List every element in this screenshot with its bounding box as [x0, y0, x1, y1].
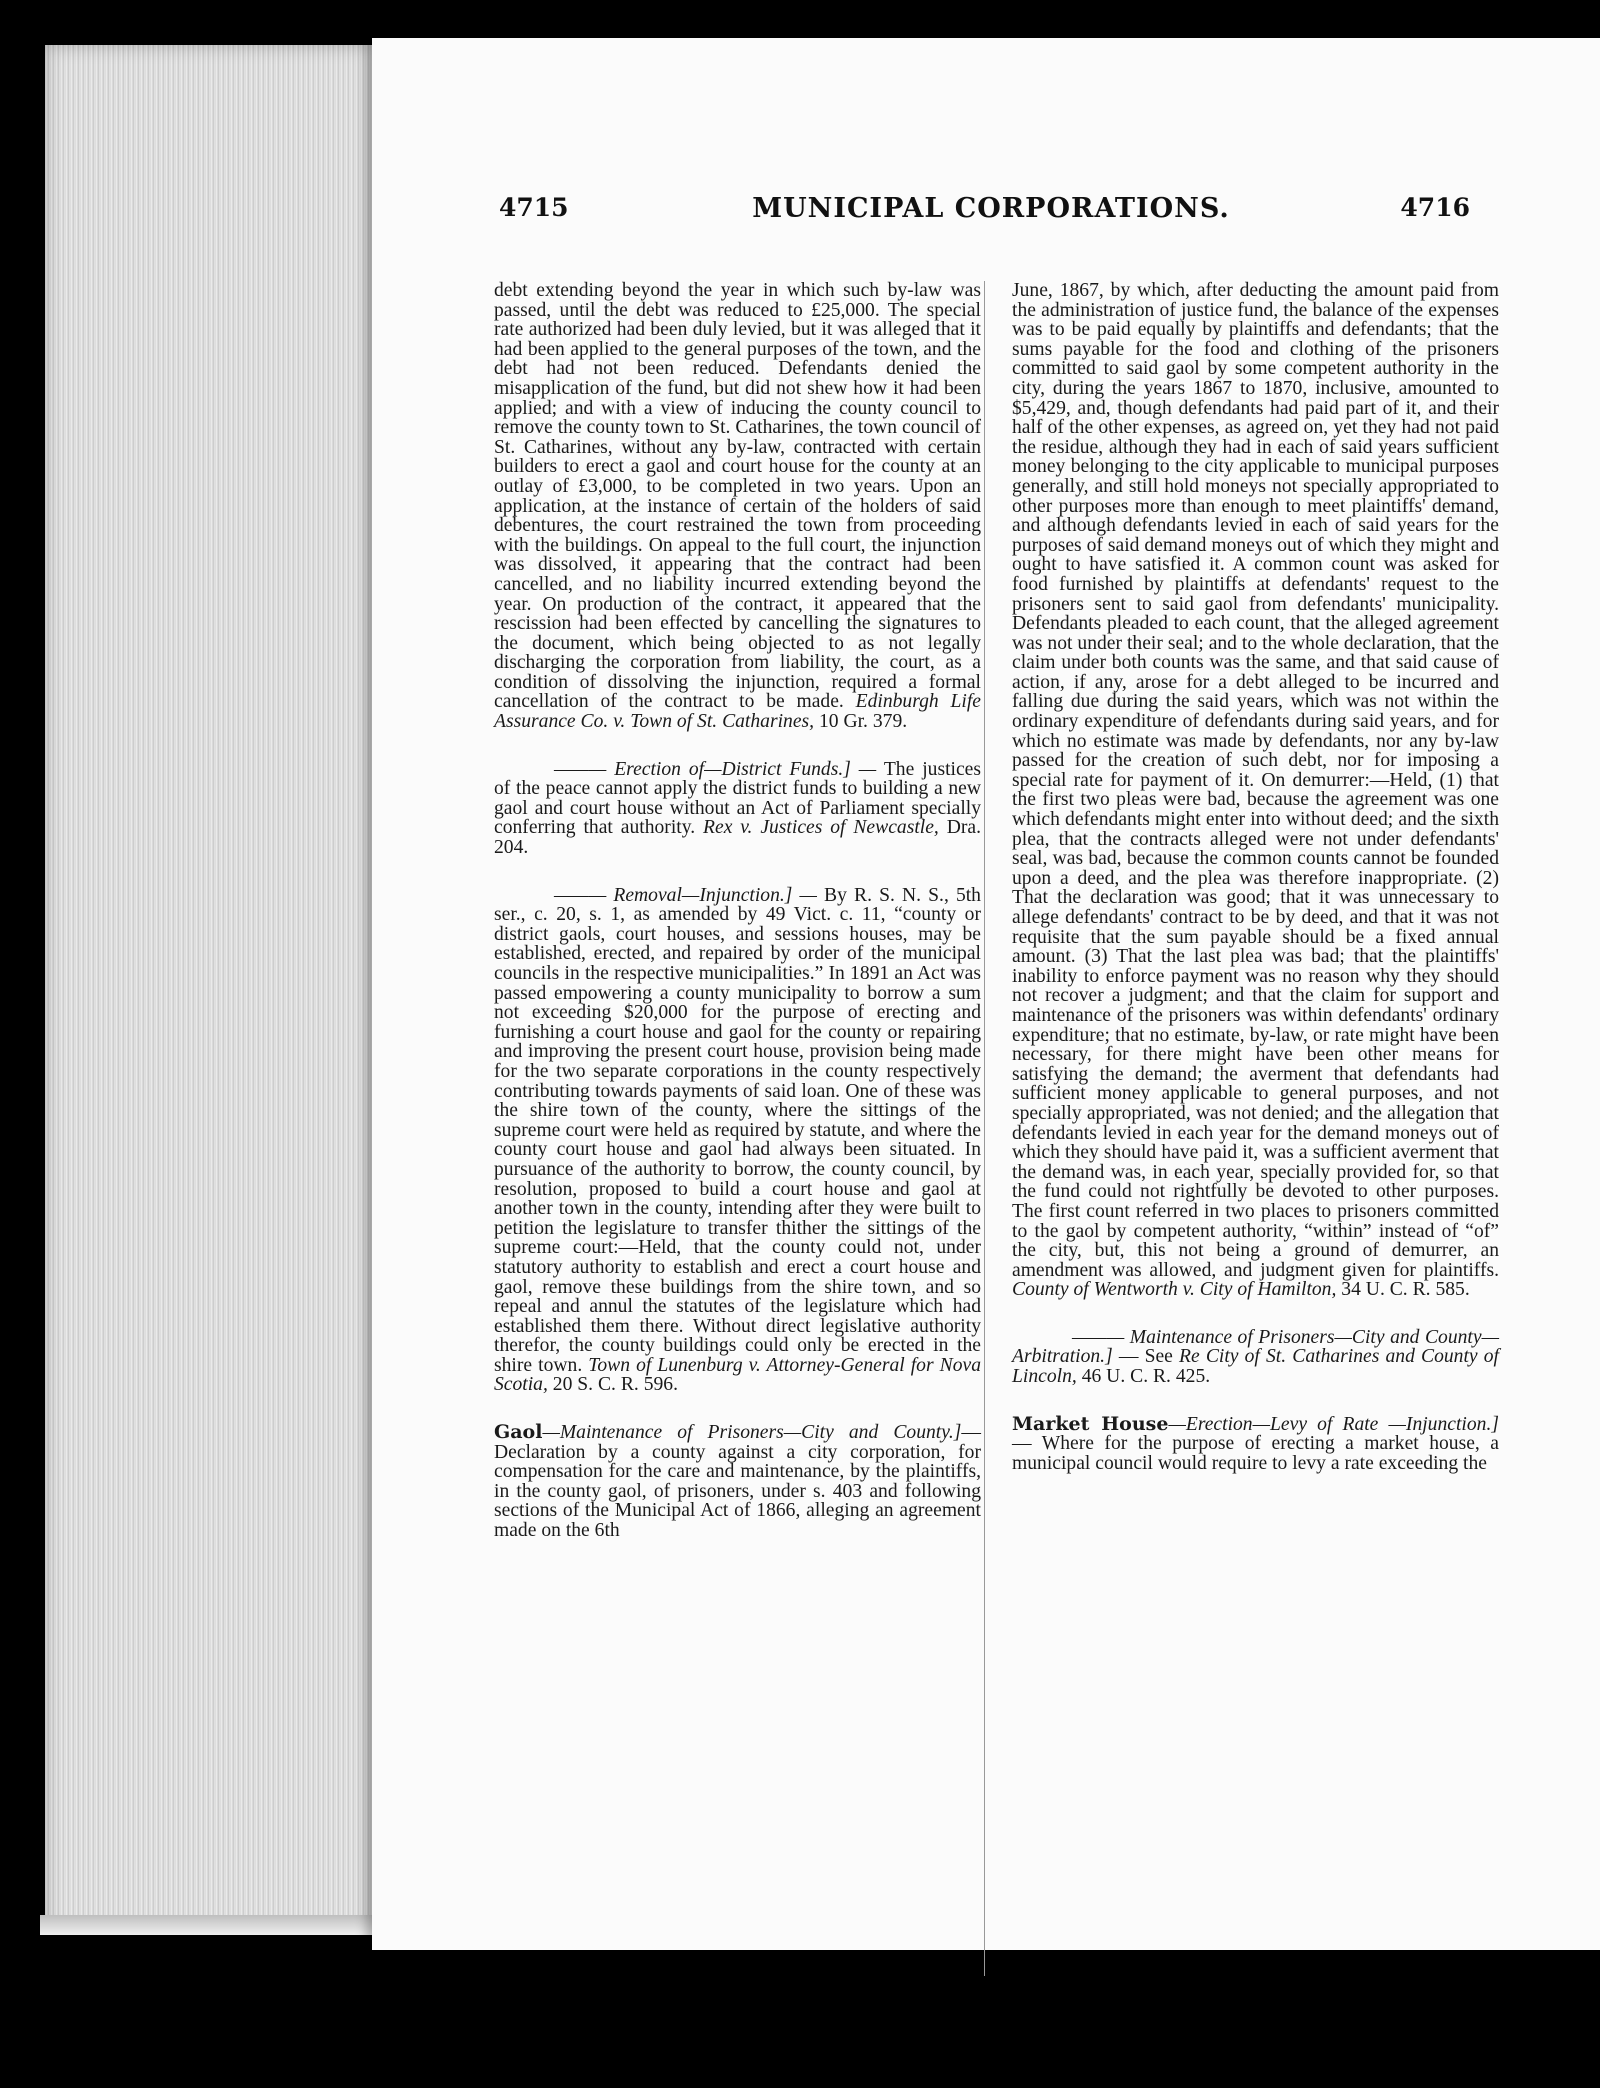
column-divider: [984, 281, 985, 1976]
paragraph: [494, 760, 981, 858]
citation-reference: 46 U. C. R. 425.: [1081, 1366, 1211, 1388]
citation-reference: 20 S. C. R. 596.: [552, 1374, 678, 1396]
paragraph: [1012, 281, 1499, 1300]
paragraph: [494, 886, 981, 1395]
citation-reference: 34 U. C. R. 585.: [1341, 1279, 1470, 1301]
page-number-right: 4716: [1400, 193, 1470, 222]
case-citation: Re City of St. Catharines and County of Lincoln,: [1012, 1346, 1499, 1388]
page-header: [372, 193, 1600, 233]
paragraph: [494, 1423, 981, 1541]
paragraph-text: — See: [1118, 1346, 1173, 1368]
paragraph-text: The justices of the peace cannot apply the district funds to building a new gaol and court house without an Act of Parliament specially conferring that authority.: [494, 758, 981, 839]
case-citation: Edinburgh Life Assurance Co. v. Town of St. Catharines,: [494, 691, 981, 733]
paragraph: [1012, 1328, 1499, 1387]
running-title: MUNICIPAL CORPORATIONS.: [752, 193, 1230, 224]
paragraph: [1012, 1412, 1499, 1474]
case-citation: Rex v. Justices of Newcastle,: [703, 817, 939, 839]
paragraph-text: debt extending beyond the year in which such by-law was passed, until the debt was reduced to £25,000. The special rate authorized had been duly levied, but it was alleged that it had been applied to the general purposes of the town, and the debt had not been reduced. Defendants denied the misapplication of the fund, but did not shew how it had been applied; and with a view of inducing the county council to remove the county town to St. Catharines, the town council of St. Catharines, without any by-law, contracted with certain builders to erect a gaol and court house for the county at an outlay of £3,000, to be completed in two years. Upon an application, at the instance of certain of the holders of said debentures, the court restrained the town from proceeding with the buildings. On appeal to the full court, the injunction was dissolved, it appearing that the contract had been cancelled, and no liability incurred extending beyond the year. On production of the contract, it appeared that the rescission had been effected by cancelling the signatures to the document, which being objected to as not legally discharging the corporation from liability, the court, as a condition of dissolving the injunction, required a formal cancellation of the contract to be made.: [494, 280, 981, 713]
subheading: ——— Removal—Injunction.] —: [554, 884, 817, 906]
subheading: ——— Maintenance of Prisoners—City and County—Arbitration.]: [1012, 1326, 1499, 1368]
citation-reference: 10 Gr. 379.: [818, 711, 908, 733]
right-column: [1012, 281, 1499, 1473]
book-bottom-edge: [40, 1915, 380, 1935]
entry-heading: Market House: [1012, 1412, 1169, 1435]
entry-heading: Gaol: [494, 1421, 543, 1444]
paragraph-text: By R. S. N. S., 5th ser., c. 20, s. 1, as amended by 49 Vict. c. 11, “county or district gaols, court houses, and sessions houses, may be established, erected, and repaired by order of the municipal councils in the respective municipalities.” In 1891 an Act was passed empowering a county municipality to borrow a sum not exceeding $20,000 for the purpose of erecting and furnishing a court house and gaol for the county or repairing and improving the present court house, provision being made for the two separate corporations in the county respectively contributing towards payments of said loan. One of these was the shire town of the county, where the sittings of the supreme court were held as required by statute, and where the county court house and gaol had always been situated. In pursuance of the authority to borrow, the county council, by resolution, proposed to build a court house and gaol at another town in the county, intending after they were built to petition the legislature to transfer thither the sittings of the supreme court:—Held, that the county could not, under statutory authority to establish and erect a court house and gaol, remove these buildings from the shire town, and so repeal and annul the statutes of the legislature which had established them there. Without direct legislative authority therefor, the county buildings could only be erected in the shire town.: [494, 884, 981, 1376]
paragraph-text: —Declaration by a county against a city corporation, for compensation for the care and maintenance, by the plaintiffs, in the county gaol, of prisoners, under s. 403 and following sections of the Municipal Act of 1866, alleging an agreement made on the 6th: [494, 1422, 981, 1542]
citation-reference: Dra. 204.: [494, 817, 981, 859]
paragraph-text: — Where for the purpose of erecting a market house, a municipal council would require to levy a rate exceeding the: [1012, 1433, 1499, 1474]
paragraph-text: June, 1867, by which, after deducting the amount paid from the administration of justice fund, the balance of the expenses was to be paid equally by plaintiffs and defendants; that the sums payable for the food and clothing of the prisoners committed to said gaol by some competent authority in the city, during the years 1867 to 1870, inclusive, amounted to $5,429, and, though defendants had paid part of it, and their half of the other expenses, as agreed on, yet they had not paid the residue, although they had in each of said years sufficient money belonging to the city applicable to municipal purposes generally, and still hold moneys not specially appropriated to other purposes more than enough to meet plaintiffs' demand, and although defendants levied in each of said years for the purposes of said demand moneys out of which they might and ought to have satisfied it. A common count was asked for food furnished by plaintiffs at defendants' request to the prisoners sent to said gaol from defendants' municipality. Defendants pleaded to each count, that the alleged agreement was not under their seal; and to the whole declaration, that the claim under both counts was the same, and that said cause of action, if any, arose for a debt alleged to be incurred and falling due during the said years, which was not within the ordinary expenditure of defendants during said years, and for which no estimate was made by defendants, nor any by-law passed for the creation of such debt, nor for imposing a special rate for payment of it. On demurrer:—Held, (1) that the first two pleas were bad, because the agreement was one which defendants might enter into without deed; and the sixth plea, that the contracts alleged were not under defendants' seal, was bad, because the common counts cannot be founded upon a deed, and the plea was therefore inappropriate. (2) That the declaration was good; that it was unnecessary to allege defendants' contract to be by deed, and that it was not requisite that the sum payable should be a fixed annual amount. (3) That the last plea was bad; that the plaintiffs' inability to enforce payment was no reason why they should not recover a judgment; and that the claim for support and maintenance of the prisoners was within defendants' ordinary expenditure; that no estimate, by-law, or rate might have been necessary, for there might have been other means for satisfying the demand; the averment that defendants had sufficient money applicable to general purposes, and not specially appropriated, was not denied; and the allegation that defendants levied in each year for the demand moneys out of which they should have paid it, was a sufficient averment that the demand was, in each year, specially provided for, so that the fund could not rightfully be devoted to other purposes. The first count referred in two places to prisoners committed to the gaol by competent authority, “within” instead of “of” the city, but, this not being a ground of demurrer, an amendment was allowed, and judgment given for plaintiffs.: [1012, 280, 1499, 1281]
subheading: —Erection—Levy of Rate —Injunction.]: [1168, 1413, 1499, 1435]
subheading: ——— Erection of—District Funds.] —: [554, 758, 877, 780]
subheading: —Maintenance of Prisoners—City and County.]: [542, 1422, 962, 1444]
case-citation: County of Wentworth v. City of Hamilton,: [1012, 1279, 1337, 1301]
case-citation: Town of Lunenburg v. Attorney-General for Nova Scotia,: [494, 1354, 981, 1396]
paragraph: [494, 281, 981, 732]
left-column: [494, 281, 981, 1541]
book-page-edges: [45, 45, 375, 1935]
book-page: [372, 38, 1600, 1950]
page-number-left: 4715: [499, 193, 569, 222]
